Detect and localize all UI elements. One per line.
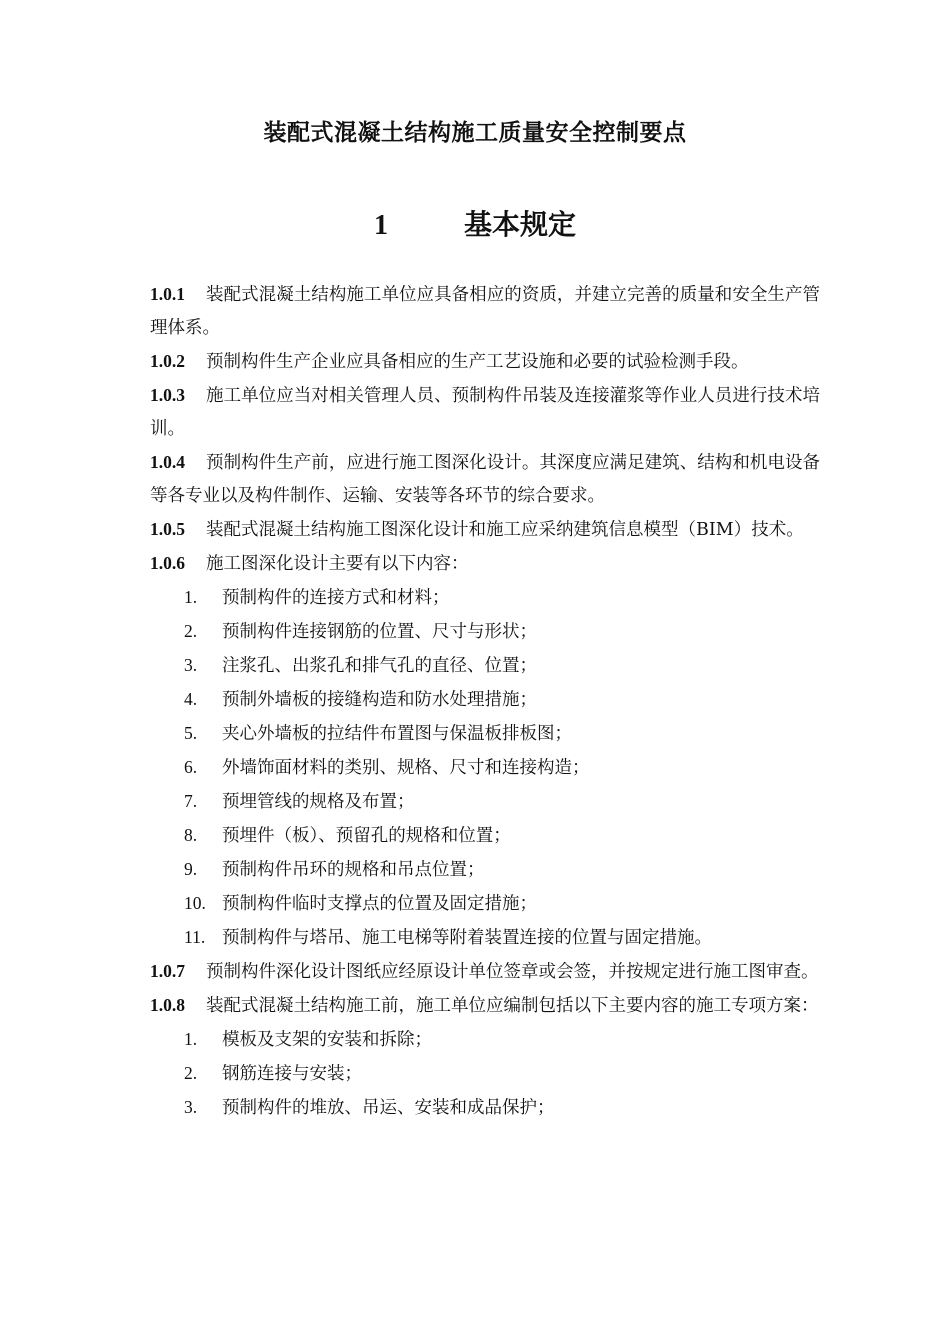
document-title: 装配式混凝土结构施工质量安全控制要点 bbox=[263, 119, 687, 146]
list-item bbox=[184, 785, 820, 819]
list-item-text: 模板及支架的安装和拆除； bbox=[222, 1030, 432, 1050]
list-item-index: 1. bbox=[184, 587, 198, 607]
list-item bbox=[184, 819, 820, 853]
clause-1-0-8 bbox=[150, 989, 820, 1023]
list-item-text: 预制构件与塔吊、施工电梯等附着装置连接的位置与固定措施。 bbox=[222, 928, 712, 948]
clause-text: 预制构件生产企业应具备相应的生产工艺设施和必要的试验检测手段。 bbox=[206, 352, 749, 372]
list-item bbox=[184, 1023, 820, 1057]
list-item-index: 6. bbox=[184, 757, 198, 777]
clause-text: 装配式混凝土结构施工图深化设计和施工应采纳建筑信息模型（BIM）技术。 bbox=[206, 520, 804, 540]
list-item-index: 4. bbox=[184, 689, 198, 709]
list-item bbox=[184, 853, 820, 887]
clause-number: 1.0.2 bbox=[150, 351, 185, 371]
clause-1-0-5 bbox=[150, 513, 820, 547]
list-item bbox=[184, 615, 820, 649]
list-item-text: 夹心外墙板的拉结件布置图与保温板排板图； bbox=[222, 724, 572, 744]
list-item bbox=[184, 887, 820, 921]
list-item bbox=[184, 649, 820, 683]
list-item-text: 注浆孔、出浆孔和排气孔的直径、位置； bbox=[222, 656, 537, 676]
list-item-text: 预埋件（板）、预留孔的规格和位置； bbox=[222, 826, 511, 846]
chapter-title: 基本规定 bbox=[463, 208, 576, 241]
deepening-design-content-list bbox=[150, 581, 820, 955]
clause-number: 1.0.1 bbox=[150, 284, 185, 304]
clause-number: 1.0.3 bbox=[150, 385, 185, 405]
chapter-number: 1 bbox=[373, 210, 388, 241]
list-item bbox=[184, 683, 820, 717]
list-item-index: 7. bbox=[184, 791, 198, 811]
clause-number: 1.0.4 bbox=[150, 452, 185, 472]
clause-1-0-3 bbox=[150, 379, 820, 446]
list-item-index: 11. bbox=[184, 927, 206, 947]
list-item-text: 预制构件的连接方式和材料； bbox=[222, 588, 450, 608]
clause-1-0-2 bbox=[150, 345, 820, 379]
clause-text: 装配式混凝土结构施工前，施工单位应编制包括以下主要内容的施工专项方案： bbox=[206, 996, 819, 1016]
list-item-index: 9. bbox=[184, 859, 198, 879]
list-item-text: 预制构件临时支撑点的位置及固定措施； bbox=[222, 894, 537, 914]
clause-text: 装配式混凝土结构施工单位应具备相应的资质，并建立完善的质量和安全生产管理体系。 bbox=[150, 285, 820, 338]
list-item-text: 预制构件吊环的规格和吊点位置； bbox=[222, 860, 485, 880]
clause-1-0-4 bbox=[150, 446, 820, 513]
list-item-index: 2. bbox=[184, 1063, 198, 1083]
list-item-text: 预制构件的堆放、吊运、安装和成品保护； bbox=[222, 1098, 555, 1118]
list-item bbox=[184, 1057, 820, 1091]
list-item-text: 预制外墙板的接缝构造和防水处理措施； bbox=[222, 690, 537, 710]
list-item bbox=[184, 717, 820, 751]
list-item-index: 3. bbox=[184, 655, 198, 675]
list-item-index: 10. bbox=[184, 893, 206, 913]
list-item-index: 8. bbox=[184, 825, 198, 845]
clause-text: 预制构件生产前，应进行施工图深化设计。其深度应满足建筑、结构和机电设备等各专业以及构件制作、运输、安装等各环节的综合要求。 bbox=[150, 453, 820, 506]
clause-text: 施工单位应当对相关管理人员、预制构件吊装及连接灌浆等作业人员进行技术培训。 bbox=[150, 386, 820, 439]
list-item-text: 外墙饰面材料的类别、规格、尺寸和连接构造； bbox=[222, 758, 590, 778]
clause-text: 施工图深化设计主要有以下内容： bbox=[206, 554, 469, 574]
list-item-index: 3. bbox=[184, 1097, 198, 1117]
clause-text: 预制构件深化设计图纸应经原设计单位签章或会签，并按规定进行施工图审查。 bbox=[206, 962, 819, 982]
construction-plan-content-list bbox=[150, 1023, 820, 1125]
chapter-heading bbox=[0, 203, 950, 243]
clause-number: 1.0.6 bbox=[150, 553, 185, 573]
clause-number: 1.0.7 bbox=[150, 961, 185, 981]
list-item bbox=[184, 581, 820, 615]
clause-number: 1.0.8 bbox=[150, 995, 185, 1015]
list-item-text: 预埋管线的规格及布置； bbox=[222, 792, 415, 812]
list-item-index: 5. bbox=[184, 723, 198, 743]
list-item bbox=[184, 1091, 820, 1125]
list-item bbox=[184, 921, 820, 955]
clause-1-0-6 bbox=[150, 547, 820, 581]
clause-1-0-1 bbox=[150, 278, 820, 345]
list-item bbox=[184, 751, 820, 785]
clause-number: 1.0.5 bbox=[150, 519, 185, 539]
list-item-text: 预制构件连接钢筋的位置、尺寸与形状； bbox=[222, 622, 537, 642]
clause-1-0-7 bbox=[150, 955, 820, 989]
document-body bbox=[150, 278, 820, 1125]
list-item-text: 钢筋连接与安装； bbox=[222, 1064, 362, 1084]
list-item-index: 1. bbox=[184, 1029, 198, 1049]
list-item-index: 2. bbox=[184, 621, 198, 641]
